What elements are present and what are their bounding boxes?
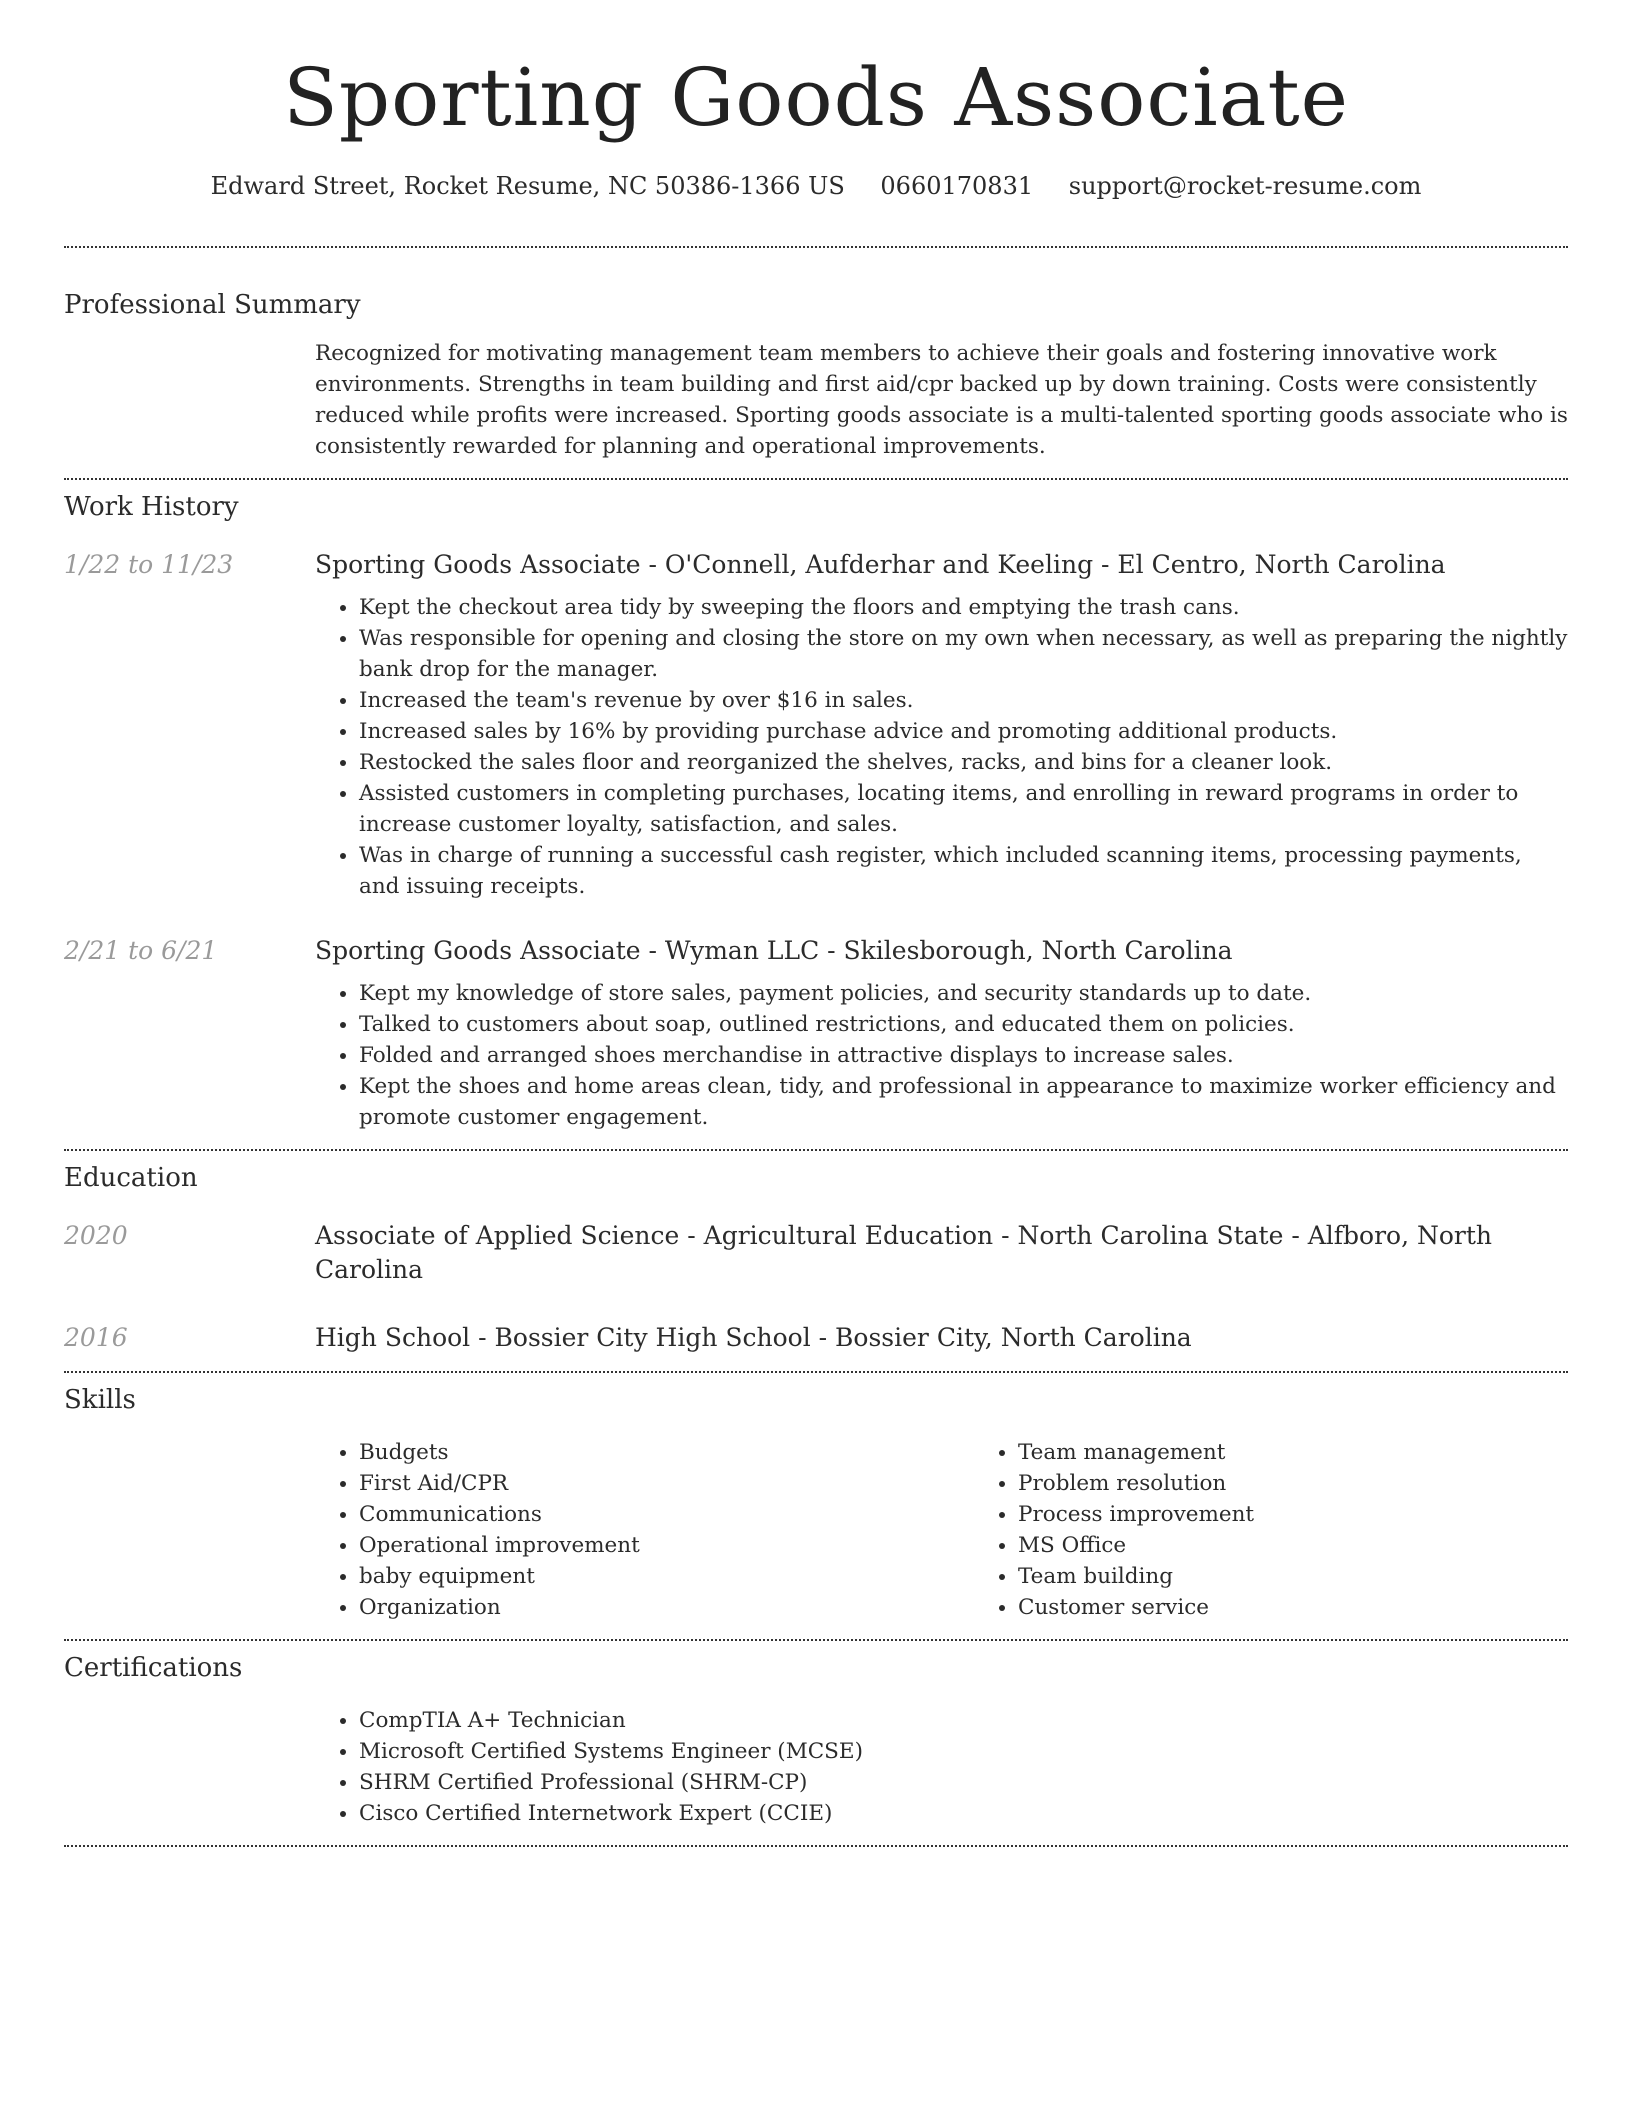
education-entry: [64, 1321, 1568, 1355]
job-dates: 1/22 to 11/23: [64, 550, 234, 579]
list-item: • Cisco Certified Internetwork Expert (CCIE): [359, 1798, 1568, 1829]
list-item: • Team management: [1018, 1437, 1632, 1468]
list-item: • CompTIA A+ Technician: [359, 1705, 1568, 1736]
job-dates: 2/21 to 6/21: [64, 936, 218, 965]
list-item: • Increased sales by 16% by providing purchase advice and promoting additional products.: [359, 716, 1568, 747]
job-title: Sporting Goods Associate: [315, 936, 641, 965]
list-item: • Folded and arranged shoes merchandise in attractive displays to increase sales.: [359, 1040, 1568, 1071]
section-heading-summary: Professional Summary: [64, 290, 361, 320]
section-heading-education: Education: [64, 1163, 198, 1193]
contact-address: Edward Street, Rocket Resume, NC 50386-1366 US: [210, 172, 845, 200]
list-item: • Talked to customers about soap, outlined restrictions, and educated them on policies.: [359, 1009, 1568, 1040]
certifications-section: [64, 1651, 1568, 1829]
education-details: - North Carolina State - Alfboro, North Carolina: [315, 1221, 1492, 1284]
list-item: • Increased the team's revenue by over $16 in sales.: [359, 685, 1568, 716]
education-heading: [315, 1321, 1568, 1355]
list-item: • SHRM Certified Professional (SHRM-CP): [359, 1767, 1568, 1798]
job-bullets: [315, 978, 1568, 1133]
contact-line: [64, 170, 1568, 202]
list-item: • MS Office: [1018, 1530, 1632, 1561]
job-details: - O'Connell, Aufderhar and Keeling - El Centro, North Carolina: [640, 550, 1446, 579]
skills-section: [64, 1383, 1568, 1623]
certifications-list: [315, 1705, 1568, 1829]
list-item: • Kept the shoes and home areas clean, tidy, and professional in appearance to maximize worker efficiency and promote customer engagement.: [359, 1071, 1568, 1133]
section-heading-work: Work History: [64, 492, 239, 522]
contact-email: support@rocket-resume.com: [1068, 172, 1422, 200]
job-heading: [315, 934, 1568, 968]
list-item: • Was responsible for opening and closing the store on my own when necessary, as well as preparing the nightly bank drop for the manager.: [359, 623, 1568, 685]
education-degree: Associate of Applied Science - Agricultural Education: [315, 1221, 994, 1250]
divider: [64, 1371, 1568, 1373]
resume-title: Sporting Goods Associate: [283, 51, 1349, 144]
education-entry: [64, 1219, 1568, 1287]
education-year: 2016: [64, 1323, 128, 1352]
list-item: • Budgets: [359, 1437, 974, 1468]
list-item: • Problem resolution: [1018, 1468, 1632, 1499]
education-degree: High School: [315, 1323, 471, 1352]
skills-list-left: [315, 1437, 974, 1623]
divider: [64, 246, 1568, 248]
divider: [64, 478, 1568, 480]
list-item: • Kept the checkout area tidy by sweeping the floors and emptying the trash cans.: [359, 592, 1568, 623]
list-item: • Was in charge of running a successful cash register, which included scanning items, processing payments, and issuing receipts.: [359, 840, 1568, 902]
divider: [64, 1639, 1568, 1641]
list-item: • Operational improvement: [359, 1530, 974, 1561]
job-details: - Wyman LLC - Skilesborough, North Carolina: [640, 936, 1233, 965]
divider: [64, 1845, 1568, 1847]
work-history-section: [64, 490, 1568, 1133]
list-item: • Team building: [1018, 1561, 1632, 1592]
list-item: • Process improvement: [1018, 1499, 1632, 1530]
job-heading: [315, 548, 1568, 582]
education-year: 2020: [64, 1221, 128, 1250]
education-section: [64, 1161, 1568, 1355]
education-heading: [315, 1219, 1568, 1287]
list-item: • Kept my knowledge of store sales, payment policies, and security standards up to date.: [359, 978, 1568, 1009]
skills-list-right: [974, 1437, 1632, 1623]
divider: [64, 1149, 1568, 1151]
section-heading-skills: Skills: [64, 1385, 136, 1415]
summary-spacer: [64, 338, 315, 462]
resume-page: [64, 0, 1568, 1847]
list-item: • Microsoft Certified Systems Engineer (MCSE): [359, 1736, 1568, 1767]
section-heading-certifications: Certifications: [64, 1653, 243, 1683]
list-item: • Organization: [359, 1592, 974, 1623]
job-title: Sporting Goods Associate: [315, 550, 641, 579]
list-item: • Restocked the sales floor and reorganized the shelves, racks, and bins for a cleaner look.: [359, 747, 1568, 778]
summary-section: [64, 288, 1568, 462]
education-details: - Bossier City High School - Bossier City, North Carolina: [470, 1323, 1192, 1352]
job-entry: [64, 934, 1568, 1133]
job-entry: [64, 548, 1568, 902]
list-item: • Customer service: [1018, 1592, 1632, 1623]
list-item: • Communications: [359, 1499, 974, 1530]
summary-text: Recognized for motivating management team members to achieve their goals and fostering innovative work environments. Strengths in team building and first aid/cpr backed up by down training. Costs were consistently reduced while profits were increased. Sporting goods associate is a multi-talented sporting goods associate who is consistently rewarded for planning and operational improvements.: [315, 341, 1568, 459]
job-bullets: [315, 592, 1568, 902]
contact-phone: 0660170831: [880, 172, 1034, 200]
list-item: • First Aid/CPR: [359, 1468, 974, 1499]
list-item: • baby equipment: [359, 1561, 974, 1592]
list-item: • Assisted customers in completing purchases, locating items, and enrolling in reward programs in order to increase customer loyalty, satisfaction, and sales.: [359, 778, 1568, 840]
